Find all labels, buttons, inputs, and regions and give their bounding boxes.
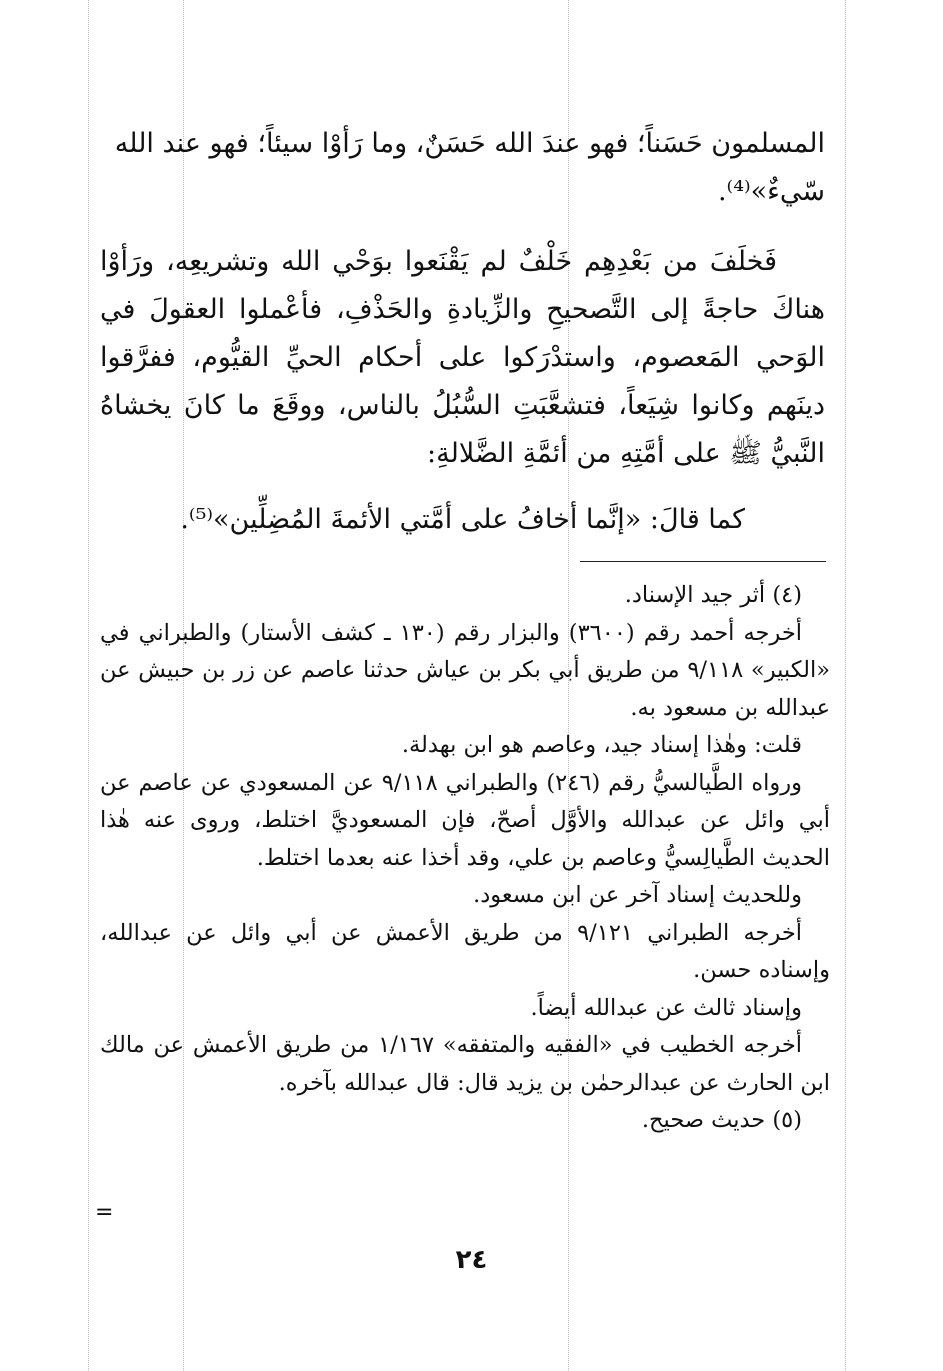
page-number: ٢٤ — [455, 1245, 488, 1275]
paragraph-2: فَخلَفَ من بَعْدِهِم خَلْفٌ لم يَقْنَعوا بوَحْي الله وتشريعِه، ورَأوْا هناكَ حاجةً إلى التَّصحيحِ والزِّيادةِ والحَذْفِ، فأعْملوا العقولَ في الوَحي المَعصوم، واستدْرَكوا على أحكام الحيِّ القيُّوم، ففرَّقوا دينَهم وكانوا شِيَعاً، فتشعَّبَتِ السُّبُلُ بالناس، ووقَعَ ما كانَ يخشاهُ النَّبيُّ ﷺ على أمَّتِهِ من أئمَّةِ الضَّلالةِ: — [100, 246, 825, 469]
footnote-paragraph: أخرجه الخطيب في «الفقيه والمتفقه» ١/١٦٧ من طريق الأعمش عن مالك ابن الحارث عن عبدالرحمٰن بن يزيد قال: قال عبدالله بآخره. — [100, 1032, 830, 1096]
footnote-5-heading: (٥) حديث صحيح. — [641, 1107, 802, 1133]
footnote-paragraph: ورواه الطَّيالسيُّ رقم (٢٤٦) والطبراني ٩/١١٨ عن المسعودي عن عاصم عن أبي وائل عن عبدالله والأوَّل أصحّ، فإن المسعوديَّ اختلط، وروى عنه هٰذا الحديث الطَّيالِسيُّ وعاصم بن علي، وقد أخذا عنه بعدما اختلط. — [100, 769, 830, 871]
paragraph-1-line-2: سّيءٌ»⁽⁴⁾. — [717, 176, 825, 207]
continuation-mark: = — [95, 1200, 114, 1225]
paragraph-3-quote: كما قالَ: «إنَّما أخافُ على أمَّتي الأئمةَ المُضِلِّين»⁽⁵⁾. — [180, 504, 745, 535]
footnote-separator — [580, 561, 826, 562]
footnote-paragraph: أخرجه أحمد رقم (٣٦٠٠) والبزار رقم (١٣٠ ـ كشف الأستار) والطبراني في «الكبير» ٩/١١٨ من طريق أبي بكر بن عياش حدثنا عاصم عن زر بن حبيش عن عبدالله بن مسعود به. — [100, 619, 830, 721]
paragraph-1-line-1: المسلمون حَسَناً؛ فهو عندَ الله حَسَنٌ، وما رَأوْا سيئاً؛ فهو عند الله — [114, 128, 825, 159]
footnote-paragraph: أخرجه الطبراني ٩/١٢١ من طريق الأعمش عن أبي وائل عن عبدالله، وإسناده حسن. — [100, 919, 830, 983]
footnote-4-heading: (٤) أثر جيد الإسناد. — [624, 582, 802, 608]
footnote-paragraph: قلت: وهٰذا إسناد جيد، وعاصم هو ابن بهدلة. — [401, 732, 802, 758]
footnotes — [100, 577, 830, 1140]
scan-guide-line — [845, 0, 846, 1371]
footnote-paragraph: وللحديث إسناد آخر عن ابن مسعود. — [473, 882, 802, 908]
scan-guide-line — [88, 0, 89, 1371]
footnote-paragraph: وإسناد ثالث عن عبدالله أيضاً. — [530, 994, 802, 1021]
main-body-text — [100, 120, 825, 544]
